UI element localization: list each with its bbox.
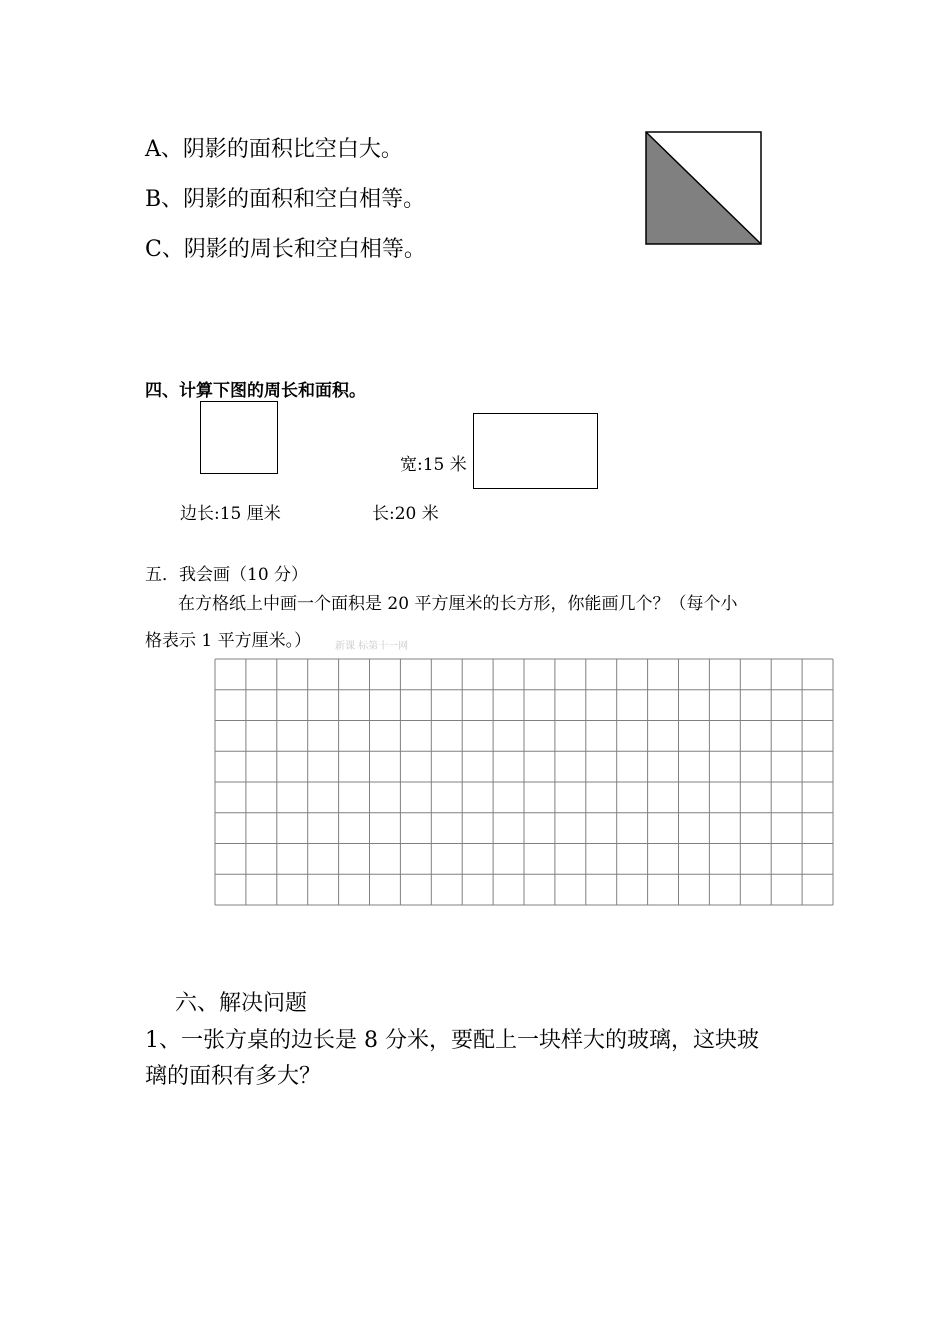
section5-heading: 五．我会画（10 分）	[145, 565, 309, 585]
grid-lines	[215, 659, 833, 905]
square-figure	[200, 401, 278, 474]
section5-instruction-line1: 在方格纸上中画一个面积是 20 平方厘米的长方形，你能画几个？（每个小	[178, 594, 738, 614]
option-a: A、阴影的面积比空白大。	[145, 137, 403, 162]
option-b: B、阴影的面积和空白相等。	[145, 187, 426, 212]
option-c: C、阴影的周长和空白相等。	[145, 237, 426, 262]
section4-heading: 四、计算下图的周长和面积。	[145, 381, 366, 401]
rect-length-label: 长:20 米	[372, 504, 439, 524]
section6-heading: 六、解决问题	[175, 991, 308, 1016]
section5-instruction-line2: 格表示 1 平方厘米。）	[145, 631, 312, 651]
grid-paper	[214, 658, 835, 908]
question1-line1: 1、一张方桌的边长是 8 分米，要配上一块样大的玻璃，这块玻	[145, 1028, 759, 1053]
rect-width-label: 宽:15 米	[400, 455, 467, 475]
watermark-text: 新课 标第十一网	[335, 641, 409, 652]
rectangle-figure	[473, 413, 598, 489]
question1-line2: 璃的面积有多大？	[145, 1064, 322, 1089]
square-side-label: 边长:15 厘米	[180, 504, 281, 524]
shaded-square-figure	[645, 131, 763, 246]
